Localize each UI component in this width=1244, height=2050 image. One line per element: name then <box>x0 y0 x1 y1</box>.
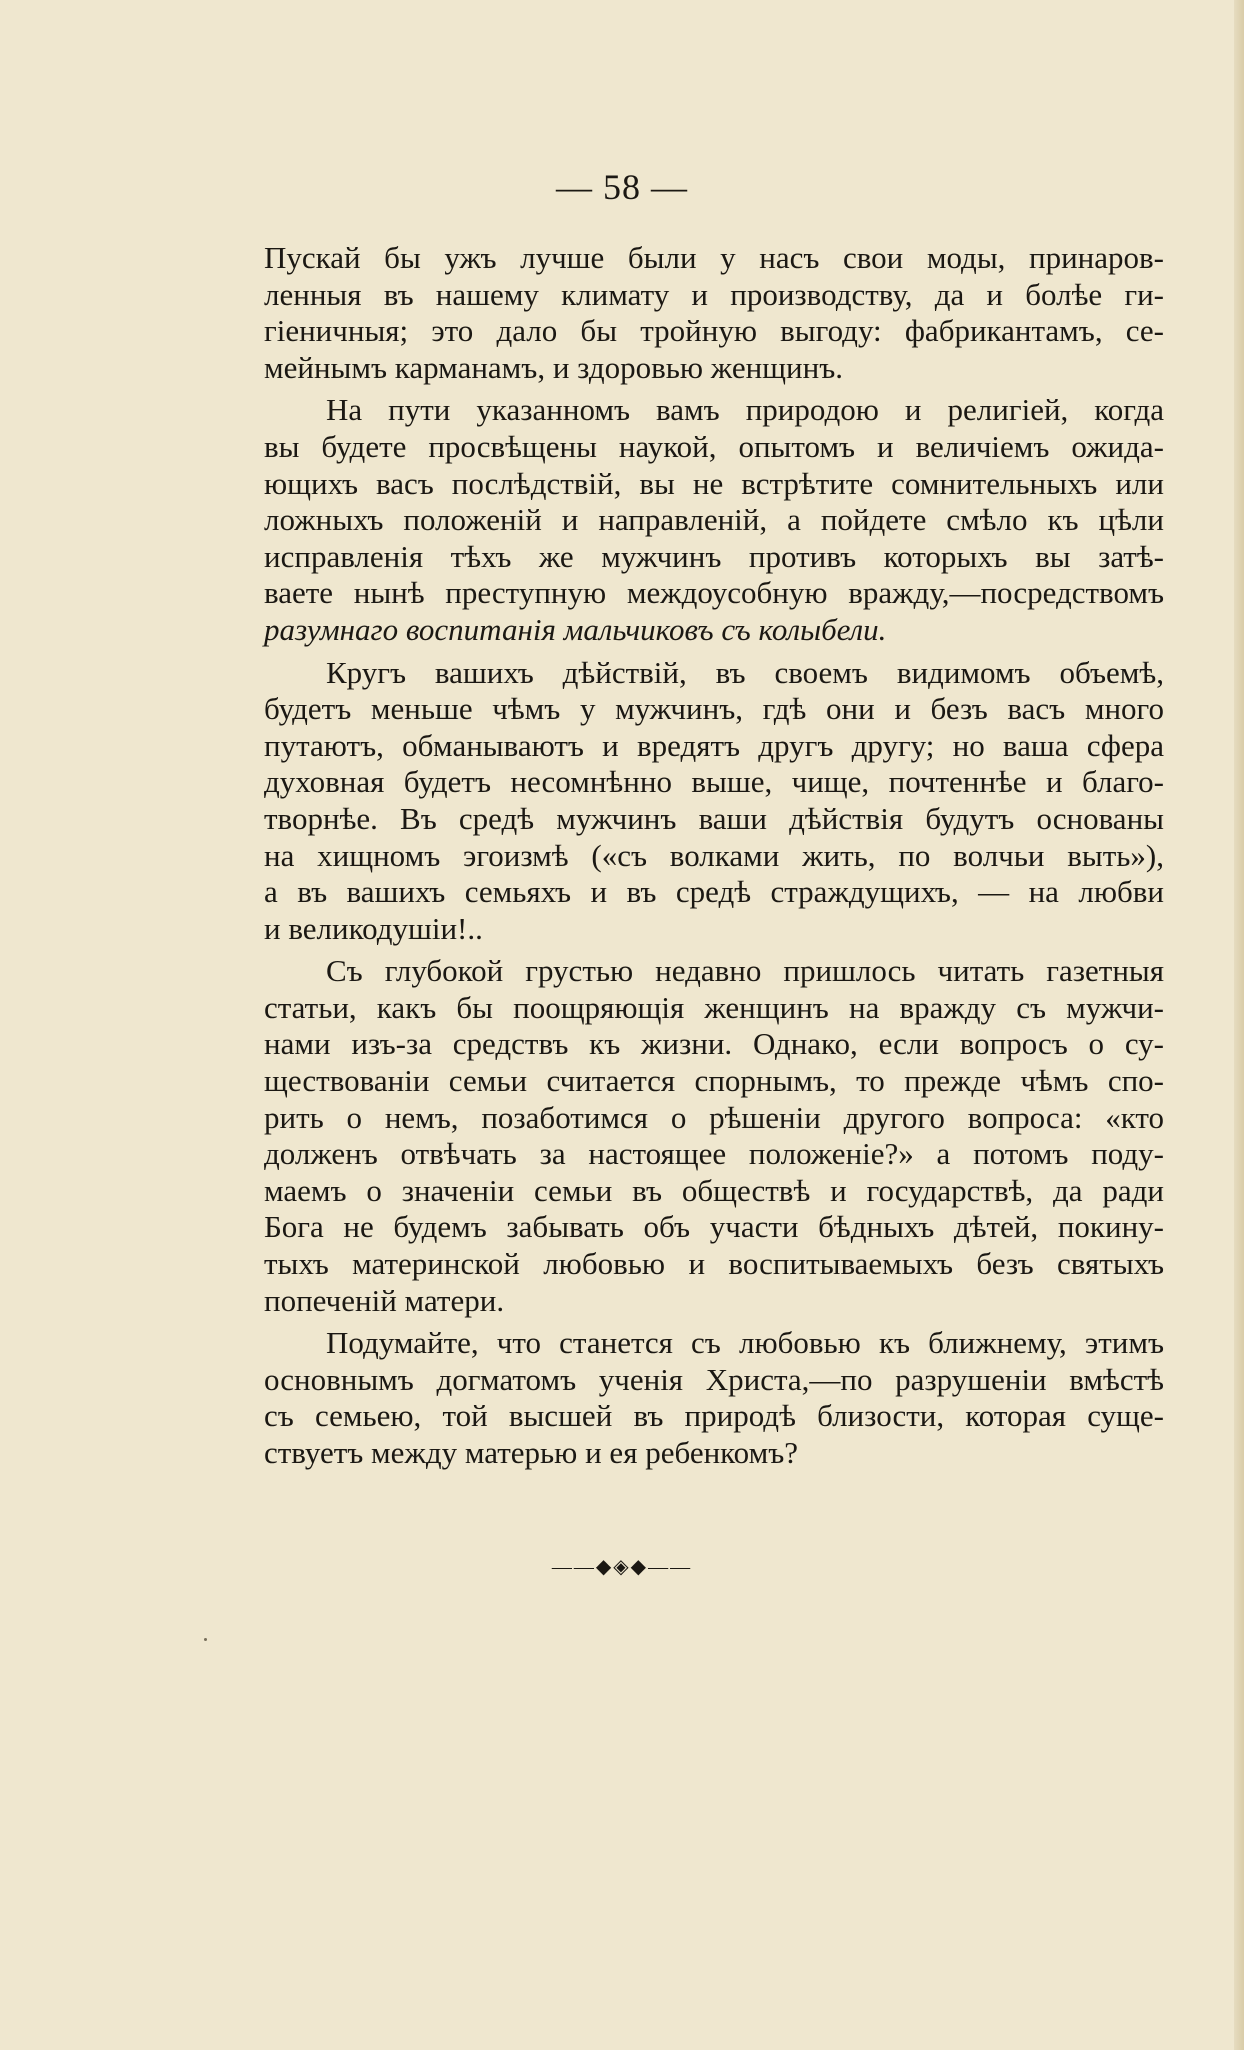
paragraph <box>264 1325 1164 1471</box>
text-line: долженъ отвѣчать за настоящее положеніе?» а потомъ поду- <box>264 1136 1164 1172</box>
text-line: ществованіи семьи считается спорнымъ, то прежде чѣмъ спо- <box>264 1063 1164 1099</box>
paper-speck <box>204 1638 207 1641</box>
text-line: исправленія тѣхъ же мужчинъ противъ которыхъ вы затѣ- <box>264 538 1164 574</box>
text-line: гіеничныя; это дало бы тройную выгоду: фабрикантамъ, се- <box>264 313 1164 349</box>
text-line: духовная будетъ несомнѣнно выше, чище, почтеннѣе и благо- <box>264 764 1164 800</box>
text-line: статьи, какъ бы поощряющія женщинъ на вражду съ мужчи- <box>264 989 1164 1025</box>
paragraph <box>264 655 1164 948</box>
text-line: путаютъ, обманываютъ и вредятъ другъ другу; но ваша сфера <box>264 727 1164 763</box>
body-text <box>264 240 1164 1472</box>
page-number: — 58 — <box>556 167 688 207</box>
paragraph <box>264 240 1164 386</box>
text-line: вы будете просвѣщены наукой, опытомъ и величіемъ ожида- <box>264 428 1164 464</box>
text-line: тыхъ материнской любовью и воспитываемыхъ безъ святыхъ <box>264 1246 1164 1282</box>
text-line: маемъ о значеніи семьи въ обществѣ и государствѣ, да ради <box>264 1172 1164 1208</box>
text-line: ленныя въ нашему климату и производству, да и болѣе ги- <box>264 276 1164 312</box>
page-edge <box>1234 0 1244 2050</box>
text-line: рить о немъ, позаботимся о рѣшеніи другого вопроса: «кто <box>264 1099 1164 1135</box>
paragraph <box>264 953 1164 1319</box>
end-ornament: ——◆◈◆—— <box>551 1556 693 1578</box>
text-line: съ семьею, той высшей въ природѣ близости, которая суще- <box>264 1398 1164 1434</box>
text-line: а въ вашихъ семьяхъ и въ средѣ страждущихъ, — на любви <box>264 874 1164 910</box>
text-line: и великодушіи!.. <box>264 910 483 946</box>
text-line: На пути указанномъ вамъ природою и религіей, когда <box>326 392 1164 428</box>
text-line: будетъ меньше чѣмъ у мужчинъ, гдѣ они и безъ васъ много <box>264 691 1164 727</box>
text-line: творнѣе. Въ средѣ мужчинъ ваши дѣйствія будутъ основаны <box>264 800 1164 836</box>
text-line: основнымъ догматомъ ученія Христа,—по разрушеніи вмѣстѣ <box>264 1361 1164 1397</box>
text-line: мейнымъ карманамъ, и здоровью женщинъ. <box>264 349 843 385</box>
text-line: нами изъ-за средствъ къ жизни. Однако, если вопросъ о су- <box>264 1026 1164 1062</box>
text-line: Пускай бы ужъ лучше были у насъ свои моды, принаров- <box>264 240 1164 275</box>
italic-text-line: разумнаго воспитанія мальчиковъ съ колыбели. <box>264 611 887 647</box>
text-line: Кругъ вашихъ дѣйствій, въ своемъ видимомъ объемѣ, <box>326 654 1164 690</box>
text-line: Бога не будемъ забывать объ участи бѣдныхъ дѣтей, покину- <box>264 1209 1164 1245</box>
text-line: ложныхъ положеній и направленій, а пойдете смѣло къ цѣли <box>264 502 1164 538</box>
text-line: на хищномъ эгоизмѣ («съ волками жить, по волчьи выть»), <box>264 837 1164 873</box>
text-line: попеченій матери. <box>264 1282 505 1318</box>
paragraph <box>264 392 1164 648</box>
text-line: ющихъ васъ послѣдствій, вы не встрѣтите сомнительныхъ или <box>264 465 1164 501</box>
text-line: Съ глубокой грустью недавно пришлось читать газетныя <box>326 953 1164 989</box>
text-line: Подумайте, что станется съ любовью къ ближнему, этимъ <box>326 1325 1164 1361</box>
text-line: ваете нынѣ преступную междоусобную вражду,—посредствомъ <box>264 575 1164 611</box>
text-line: ствуетъ между матерью и ея ребенкомъ? <box>264 1435 798 1470</box>
